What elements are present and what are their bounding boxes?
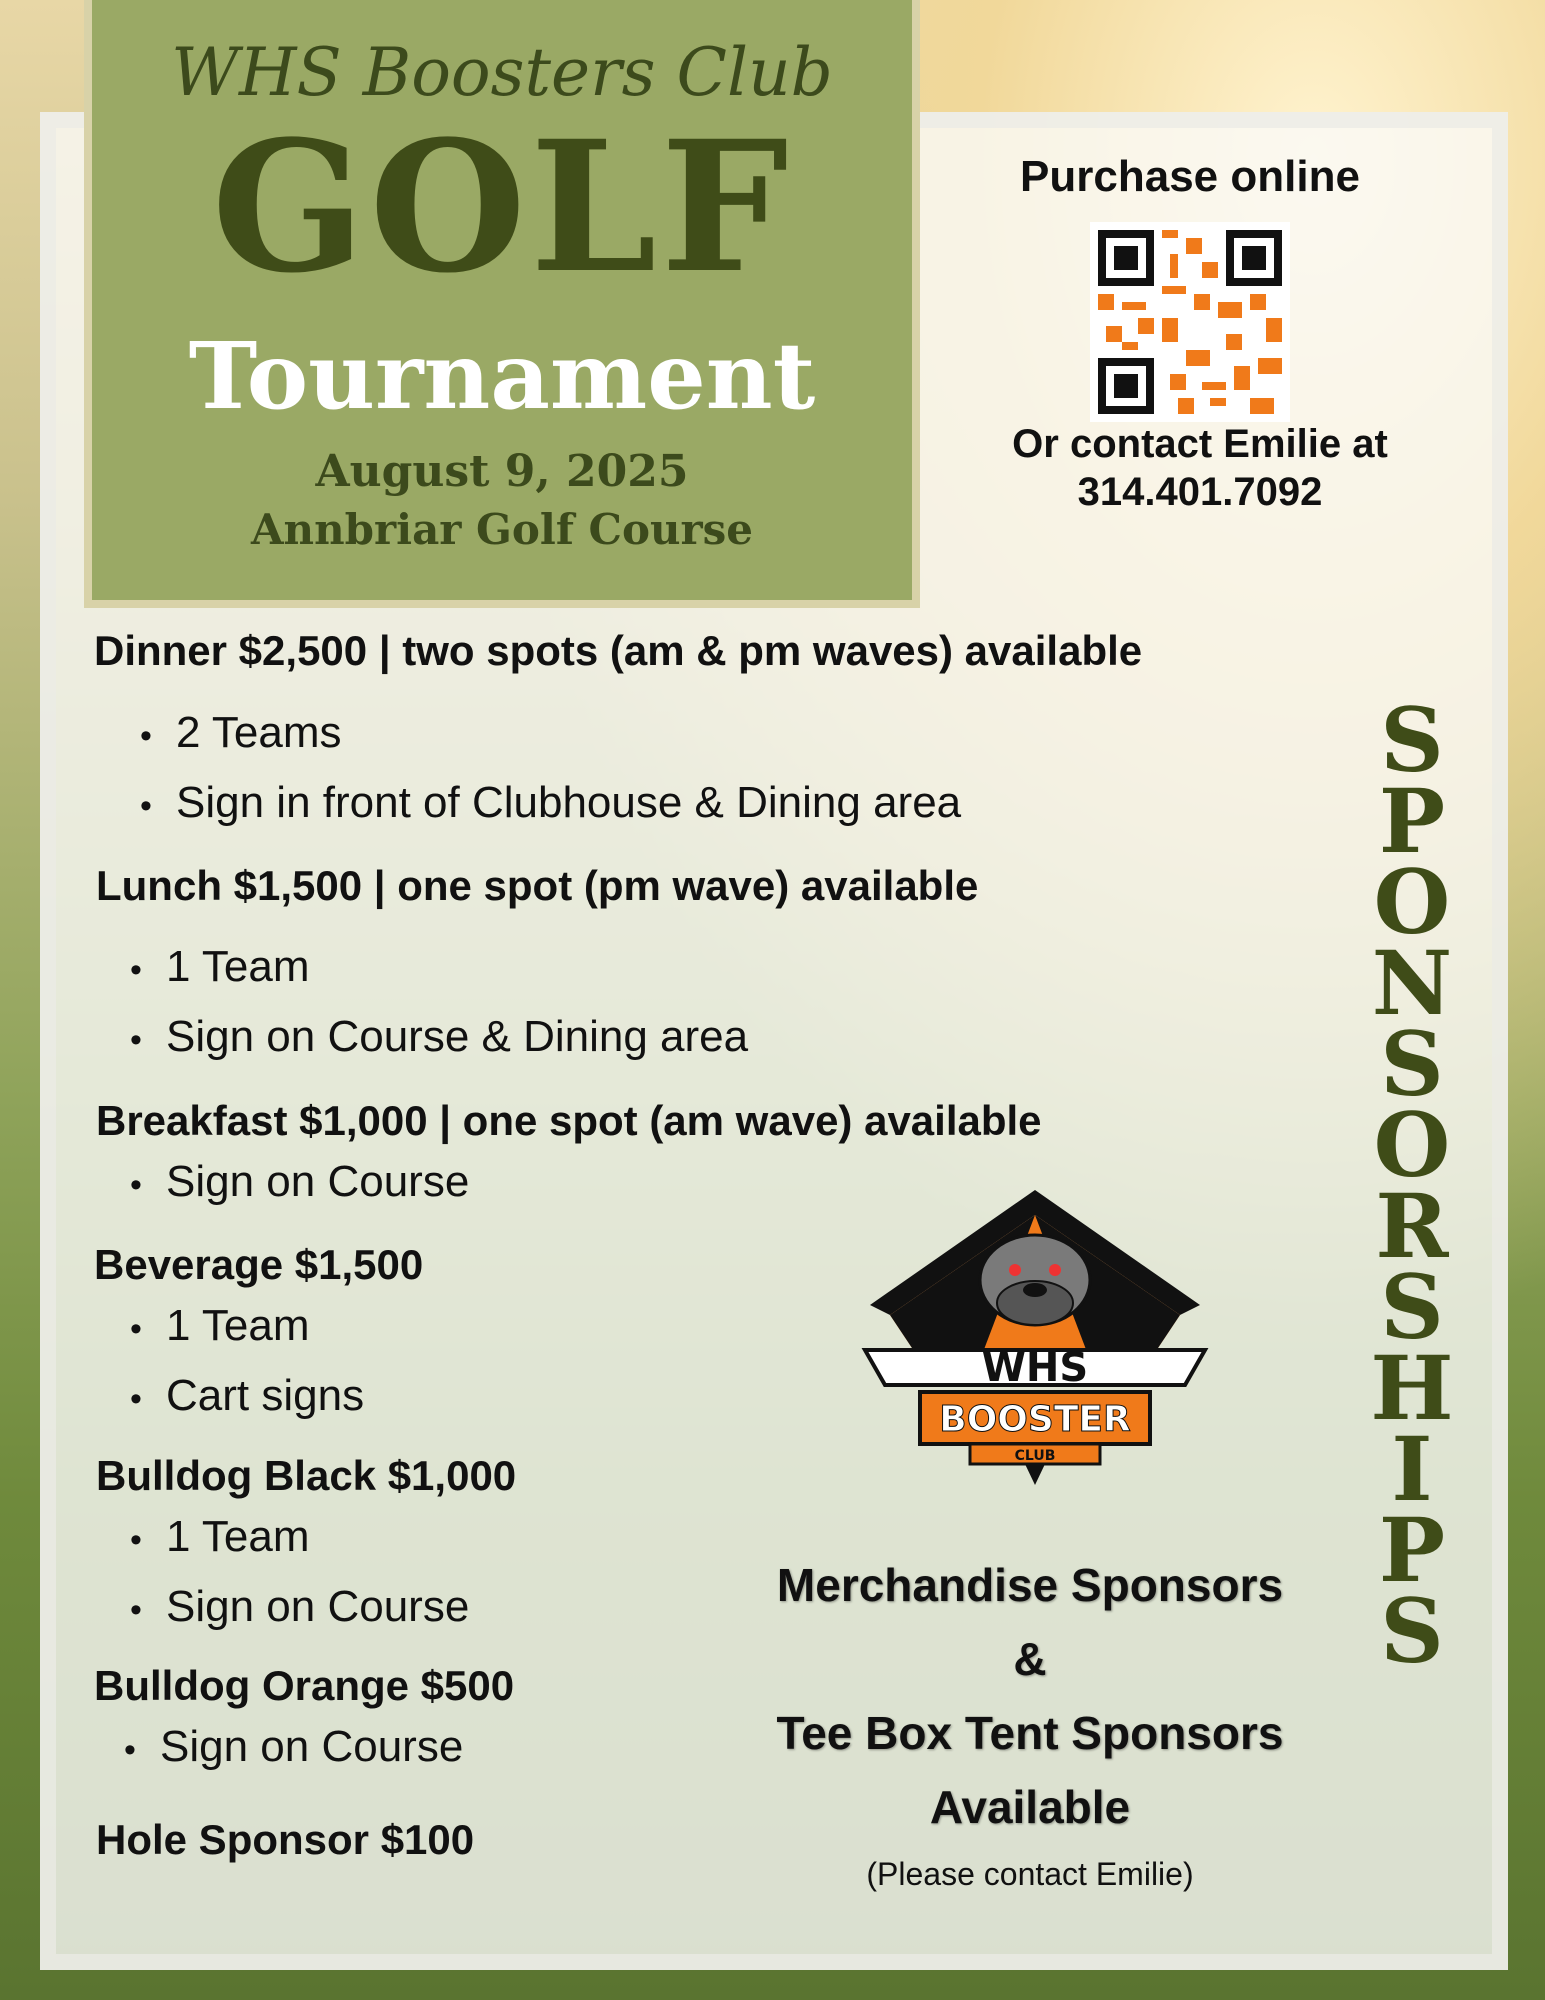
sponsor-heading-bulldog-orange: Bulldog Orange $500: [94, 1662, 515, 1709]
event-date: August 9, 2025: [315, 446, 689, 497]
merch-line-3: Tee Box Tent Sponsors: [776, 1707, 1284, 1759]
sponsor-heading-lunch: Lunch $1,500 | one spot (pm wave) available: [96, 862, 979, 909]
sponsor-heading-dinner: Dinner $2,500 | two spots (am & pm waves) available: [94, 627, 1143, 674]
vertical-letter: N: [1371, 931, 1453, 1035]
merch-line-2: &: [1013, 1633, 1047, 1685]
logo-text-club: CLUB: [1014, 1448, 1056, 1464]
list-item: • Cart signs: [130, 1371, 364, 1421]
list-item: • 2 Teams: [140, 708, 342, 758]
list-item: • 1 Team: [130, 1301, 310, 1351]
purchase-title: Purchase online: [1020, 152, 1360, 201]
vertical-letter: S: [1380, 688, 1444, 792]
sponsor-heading-breakfast: Breakfast $1,000 | one spot (am wave) available: [96, 1097, 1042, 1144]
sponsor-heading-hole: Hole Sponsor $100: [96, 1816, 475, 1863]
logo-text-booster: BOOSTER: [939, 1399, 1131, 1440]
qr-code-icon[interactable]: [1090, 222, 1290, 422]
vertical-letter: P: [1378, 1498, 1446, 1602]
list-item: • Sign in front of Clubhouse & Dining area: [140, 778, 961, 828]
sponsor-heading-beverage: Beverage $1,500: [94, 1241, 424, 1288]
contact-line: Or contact Emilie at: [1012, 422, 1388, 466]
list-item: • Sign on Course: [130, 1157, 469, 1207]
merch-note: (Please contact Emilie): [866, 1856, 1194, 1892]
list-item: • 1 Team: [130, 1512, 310, 1562]
contact-phone[interactable]: 314.401.7092: [1077, 470, 1323, 514]
vertical-letter: R: [1375, 1174, 1449, 1278]
vertical-letter: S: [1380, 1579, 1444, 1683]
sponsor-heading-bulldog-black: Bulldog Black $1,000: [96, 1452, 517, 1499]
event-course: Annbriar Golf Course: [250, 505, 754, 554]
vertical-letter: I: [1391, 1417, 1433, 1521]
list-item: • Sign on Course & Dining area: [130, 1012, 748, 1062]
tournament-title: Tournament: [188, 322, 816, 430]
whs-booster-club-logo: [860, 1185, 1210, 1495]
vertical-letter: P: [1378, 769, 1446, 873]
golf-title: GOLF: [211, 102, 793, 313]
vertical-letter: S: [1380, 1255, 1444, 1359]
club-name: WHS Boosters Club: [171, 34, 833, 111]
list-item: • Sign on Course: [130, 1582, 469, 1632]
logo-text-whs: WHS: [981, 1345, 1089, 1391]
list-item: • 1 Team: [130, 942, 310, 992]
contact-info: [960, 420, 1440, 516]
merch-line-1: Merchandise Sponsors: [776, 1559, 1284, 1611]
merch-line-4: Available: [929, 1781, 1131, 1833]
vertical-letter: O: [1373, 850, 1451, 954]
list-item: • Sign on Course: [124, 1722, 463, 1772]
sponsorships-vertical-title: [1352, 688, 1472, 1683]
title-box: [84, 0, 920, 608]
vertical-letter: S: [1380, 1012, 1444, 1116]
vertical-letter: H: [1370, 1336, 1454, 1440]
vertical-letter: O: [1373, 1093, 1451, 1197]
